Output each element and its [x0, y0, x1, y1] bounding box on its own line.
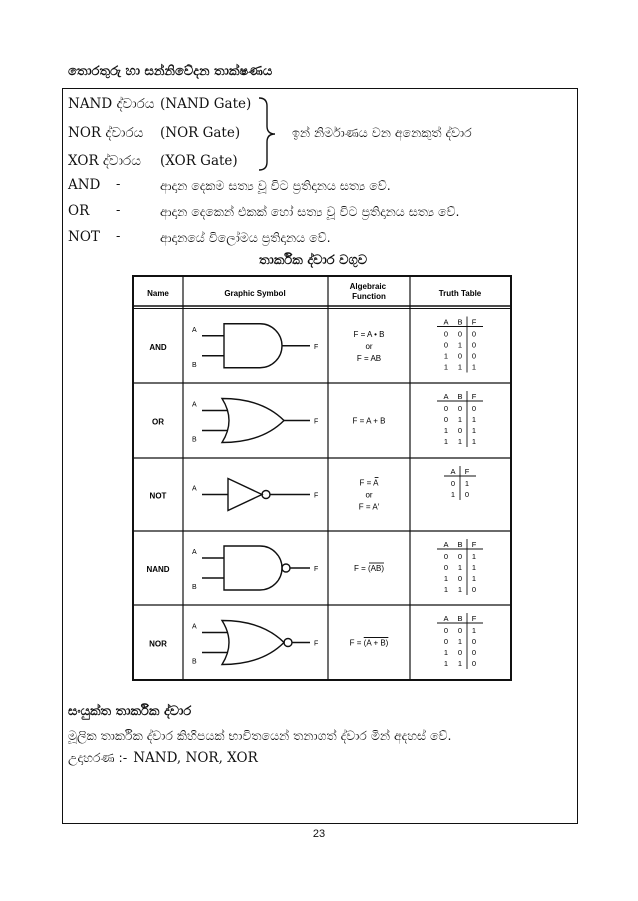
basic-name-and: AND — [68, 177, 101, 193]
input-label-a: A — [192, 485, 197, 493]
algebraic-function-not: F = A′ — [358, 502, 380, 512]
truth-cell: 0 — [443, 626, 449, 635]
truth-cell: 0 — [471, 404, 477, 413]
truth-cell: 1 — [443, 659, 449, 668]
table-title: තාර්කික ද්වාර වගුව — [259, 253, 368, 268]
gate-paren-nand: (NAND Gate) — [160, 96, 252, 112]
example-label: උදාහරණ :- — [68, 750, 128, 765]
truth-cell: 0 — [457, 552, 463, 561]
truth-header-cell: F — [471, 614, 477, 623]
truth-cell: 1 — [443, 351, 449, 361]
gate-label-nand: NAND ද්වාරය — [68, 96, 155, 112]
truth-cell: 1 — [457, 637, 463, 646]
input-label-a: A — [192, 623, 197, 631]
output-label-f: F — [314, 492, 319, 500]
truth-cell: 0 — [457, 648, 463, 657]
truth-cell: 0 — [457, 574, 463, 583]
truth-cell: 0 — [443, 329, 449, 339]
inversion-bubble — [282, 564, 290, 572]
truth-cell: 1 — [443, 648, 449, 657]
truth-cell: 1 — [457, 437, 463, 446]
truth-cell: 1 — [443, 437, 449, 446]
header-algebraic-function: Algebraic Function — [349, 282, 387, 301]
gate-name-nor: NOR — [149, 639, 167, 649]
nor-gate-symbol — [222, 621, 284, 665]
truth-header-cell: A — [443, 614, 449, 623]
output-label-f: F — [314, 343, 319, 351]
truth-cell: 0 — [457, 426, 463, 435]
algebraic-function-nor: F = (A + B) — [349, 638, 389, 648]
truth-header-cell: F — [471, 317, 477, 327]
algebraic-function-not: F = A — [359, 478, 379, 488]
truth-cell: 1 — [471, 574, 477, 583]
truth-cell: 0 — [443, 404, 449, 413]
logic-gate-table-figure — [132, 275, 512, 681]
and-gate-symbol — [224, 324, 282, 368]
truth-cell: 0 — [457, 351, 463, 361]
truth-header-cell: A — [443, 540, 449, 549]
curly-brace — [257, 96, 287, 172]
basic-name-not: NOT — [68, 229, 100, 245]
truth-cell: 1 — [464, 479, 470, 488]
truth-header-cell: B — [457, 614, 463, 623]
truth-cell: 1 — [457, 362, 463, 372]
or-gate-symbol — [222, 399, 284, 443]
nand-gate-symbol — [224, 546, 282, 590]
basic-desc-and: ආදාන දෙකම සත්‍ය වූ විට ප්‍රතිදානය සත්‍ය වේ. — [160, 178, 391, 193]
truth-cell: 0 — [450, 479, 456, 488]
truth-cell: 0 — [471, 659, 477, 668]
truth-cell: 1 — [471, 552, 477, 561]
algebraic-function-and: F = AB — [356, 353, 382, 363]
basic-dash: - — [116, 203, 121, 218]
truth-cell: 0 — [457, 329, 463, 339]
page-number: 23 — [312, 828, 326, 840]
input-label-b: B — [192, 361, 197, 369]
truth-cell: 0 — [471, 585, 477, 594]
truth-cell: 1 — [457, 415, 463, 424]
truth-cell: 0 — [443, 552, 449, 561]
truth-cell: 0 — [443, 637, 449, 646]
brace-note: ඉන් නිර්මාණය වන අනෙකුත් ද්වාර — [292, 125, 472, 140]
truth-header-cell: F — [464, 467, 470, 476]
header-name: Name — [147, 289, 169, 298]
input-label-b: B — [192, 584, 197, 591]
truth-cell: 1 — [457, 585, 463, 594]
truth-cell: 1 — [471, 426, 477, 435]
truth-header-cell: F — [471, 540, 477, 549]
algebraic-function-and: or — [365, 341, 373, 351]
gate-paren-xor: (XOR Gate) — [160, 153, 238, 169]
page-heading: තොරතුරු හා සන්නිවේදන තාක්ෂණය — [68, 64, 273, 79]
header-truth-table: Truth Table — [438, 289, 482, 298]
truth-cell: 1 — [443, 362, 449, 372]
truth-cell: 1 — [471, 415, 477, 424]
algebraic-function-not: or — [365, 490, 373, 500]
basic-desc-not: ආදානයේ විලෝමය ප්‍රතිදානය වේ. — [160, 230, 331, 245]
basic-desc-or: ආදාන දෙකෙන් එකක් හෝ සත්‍ය වූ විට ප්‍රතිදානය සත්‍ය වේ. — [160, 204, 460, 219]
truth-cell: 0 — [457, 626, 463, 635]
truth-cell: 0 — [443, 563, 449, 572]
truth-cell: 1 — [471, 563, 477, 572]
truth-cell: 0 — [471, 648, 477, 657]
example-line — [68, 750, 258, 766]
basic-dash: - — [116, 229, 121, 244]
gate-paren-nor: (NOR Gate) — [160, 125, 241, 141]
gate-name-nand: NAND — [146, 565, 170, 574]
truth-header-cell: A — [450, 467, 456, 476]
logic-gate-table — [132, 275, 512, 685]
input-label-a: A — [192, 549, 197, 556]
truth-header-cell: B — [457, 317, 463, 327]
truth-cell: 1 — [471, 362, 477, 372]
truth-cell: 1 — [443, 585, 449, 594]
output-label-f: F — [314, 418, 319, 426]
gate-name-not: NOT — [149, 491, 167, 501]
truth-cell: 1 — [457, 659, 463, 668]
truth-header-cell: B — [457, 540, 463, 549]
inversion-bubble — [284, 639, 292, 647]
truth-cell: 0 — [471, 340, 477, 350]
gate-name-or: OR — [152, 417, 164, 427]
input-label-b: B — [192, 658, 197, 666]
truth-cell: 0 — [471, 329, 477, 339]
truth-cell: 0 — [471, 637, 477, 646]
truth-cell: 0 — [443, 340, 449, 350]
truth-cell: 1 — [471, 626, 477, 635]
truth-cell: 0 — [457, 404, 463, 413]
gate-label-nor: NOR ද්වාරය — [68, 125, 144, 141]
combined-gates-text: මූලික තාර්කික ද්වාර කිහිපයක් භාවිතයෙන් තනාගත් ද්වාර මින් අදහස් වේ. — [68, 728, 452, 743]
basic-dash: - — [116, 177, 121, 192]
truth-header-cell: A — [443, 392, 449, 401]
truth-header-cell: A — [443, 317, 449, 327]
input-label-a: A — [192, 401, 197, 409]
example-values: NAND, NOR, XOR — [133, 750, 258, 766]
truth-cell: 1 — [471, 437, 477, 446]
header-graphic-symbol: Graphic Symbol — [224, 289, 286, 298]
truth-cell: 1 — [443, 426, 449, 435]
truth-header-cell: F — [471, 392, 477, 401]
truth-header-cell: B — [457, 392, 463, 401]
truth-cell: 1 — [450, 490, 456, 499]
combined-gates-title: සංයුක්ත තාර්කික ද්වාර — [68, 704, 192, 719]
algebraic-function-or: F = A + B — [352, 416, 386, 426]
output-label-f: F — [314, 640, 319, 648]
output-label-f: F — [314, 566, 319, 573]
algebraic-function-nand: F = (AB) — [353, 564, 385, 573]
truth-cell: 0 — [443, 415, 449, 424]
gate-name-and: AND — [149, 342, 167, 352]
truth-cell: 0 — [464, 490, 470, 499]
input-label-a: A — [192, 326, 197, 334]
truth-cell: 1 — [443, 574, 449, 583]
basic-name-or: OR — [68, 203, 90, 219]
algebraic-function-and: F = A • B — [353, 329, 385, 339]
truth-cell: 1 — [457, 340, 463, 350]
gate-label-xor: XOR ද්වාරය — [68, 153, 141, 169]
truth-cell: 1 — [457, 563, 463, 572]
input-label-b: B — [192, 436, 197, 444]
not-gate-symbol — [228, 479, 262, 511]
truth-cell: 0 — [471, 351, 477, 361]
